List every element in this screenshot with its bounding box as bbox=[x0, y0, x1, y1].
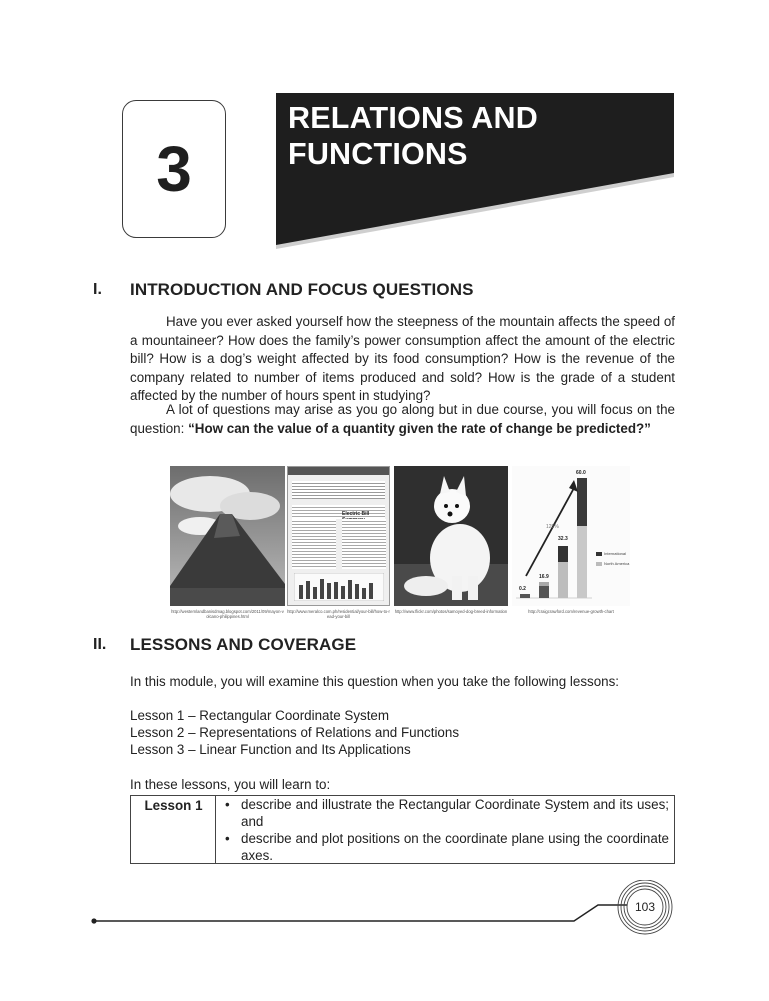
volcano-caption: http://westernlandbanisdmag.blogspot.com/2011/09/mayon-volcano-philippines.html bbox=[171, 609, 284, 619]
lesson-item-2: Lesson 2 – Representations of Relations and Functions bbox=[130, 725, 460, 740]
lesson-label: Lesson 1 bbox=[144, 798, 203, 813]
chart-legend-north-america: North America bbox=[604, 561, 630, 566]
chapter-title-line2: FUNCTIONS bbox=[288, 137, 468, 171]
chart-label-0: 0.2 bbox=[519, 586, 526, 592]
bullet-marker-2: • bbox=[225, 831, 230, 846]
chapter-number: 3 bbox=[156, 133, 192, 205]
section-heading-lessons: LESSONS AND COVERAGE bbox=[130, 635, 357, 654]
bill-header: Electric Bill bbox=[342, 511, 370, 517]
electric-bill-photo bbox=[287, 466, 390, 606]
lesson-objectives-table bbox=[130, 795, 675, 864]
objective-2: describe and plot positions on the coordinate plane using the coordinate axes. bbox=[241, 831, 669, 863]
page-number: 103 bbox=[634, 900, 656, 914]
focus-question: “How can the value of a quantity given the rate of change be predicted?” bbox=[188, 420, 651, 436]
chart-label-32: 32.3 bbox=[558, 536, 568, 542]
footer-rule bbox=[88, 880, 688, 940]
chapter-number-box bbox=[122, 100, 226, 238]
chart-label-60: 60.0 bbox=[576, 470, 586, 476]
focus-question-paragraph bbox=[130, 401, 675, 438]
focus-lead-text: A lot of questions may arise as you go along but in due course, you will focus on the question: bbox=[130, 402, 675, 436]
dog-photo bbox=[394, 466, 508, 606]
learn-intro: In these lessons, you will learn to: bbox=[130, 777, 331, 792]
chapter-title bbox=[288, 100, 668, 172]
chapter-title-line1: RELATIONS AND bbox=[288, 101, 538, 135]
chart-growth-label: 125% bbox=[546, 524, 559, 530]
section-numeral-2: II. bbox=[93, 636, 107, 653]
intro-paragraph: Have you ever asked yourself how the steepness of the mountain affects the speed of a mountaineer? How does the family’s power consumption affect the amount of the electric bill? How is a dog’s weight affected by its food consumption? How is the revenue of the company related to number of items produced and sold? How is the grade of a student affected by the number of hours spent in studying? bbox=[130, 314, 675, 404]
lessons-intro: In this module, you will examine this question when you take the following lessons: bbox=[130, 674, 620, 689]
bullet-marker-1: • bbox=[225, 797, 230, 812]
chart-label-16: 16.9 bbox=[539, 574, 549, 580]
lesson-item-3: Lesson 3 – Linear Function and Its Applications bbox=[130, 742, 411, 757]
lesson-label-cell bbox=[131, 796, 216, 863]
electric-bill-caption: http://www.meralco.com.ph/residential/your-bill/how-to-read-your-bill bbox=[287, 609, 390, 619]
objective-1: describe and illustrate the Rectangular Coordinate System and its uses; and bbox=[241, 797, 669, 829]
revenue-chart-photo bbox=[512, 466, 630, 606]
volcano-photo bbox=[170, 466, 285, 606]
revenue-chart-caption: http://craigcrawford.com/revenue-growth-chart bbox=[528, 609, 614, 614]
chart-legend-international: International bbox=[604, 551, 627, 556]
lesson-item-1: Lesson 1 – Rectangular Coordinate System bbox=[130, 708, 390, 723]
section-numeral-1: I. bbox=[93, 281, 102, 298]
section-heading-introduction: INTRODUCTION AND FOCUS QUESTIONS bbox=[130, 280, 474, 299]
dog-caption: http://www.flickr.com/photos/samoyed-dog-breed-information bbox=[394, 609, 508, 614]
